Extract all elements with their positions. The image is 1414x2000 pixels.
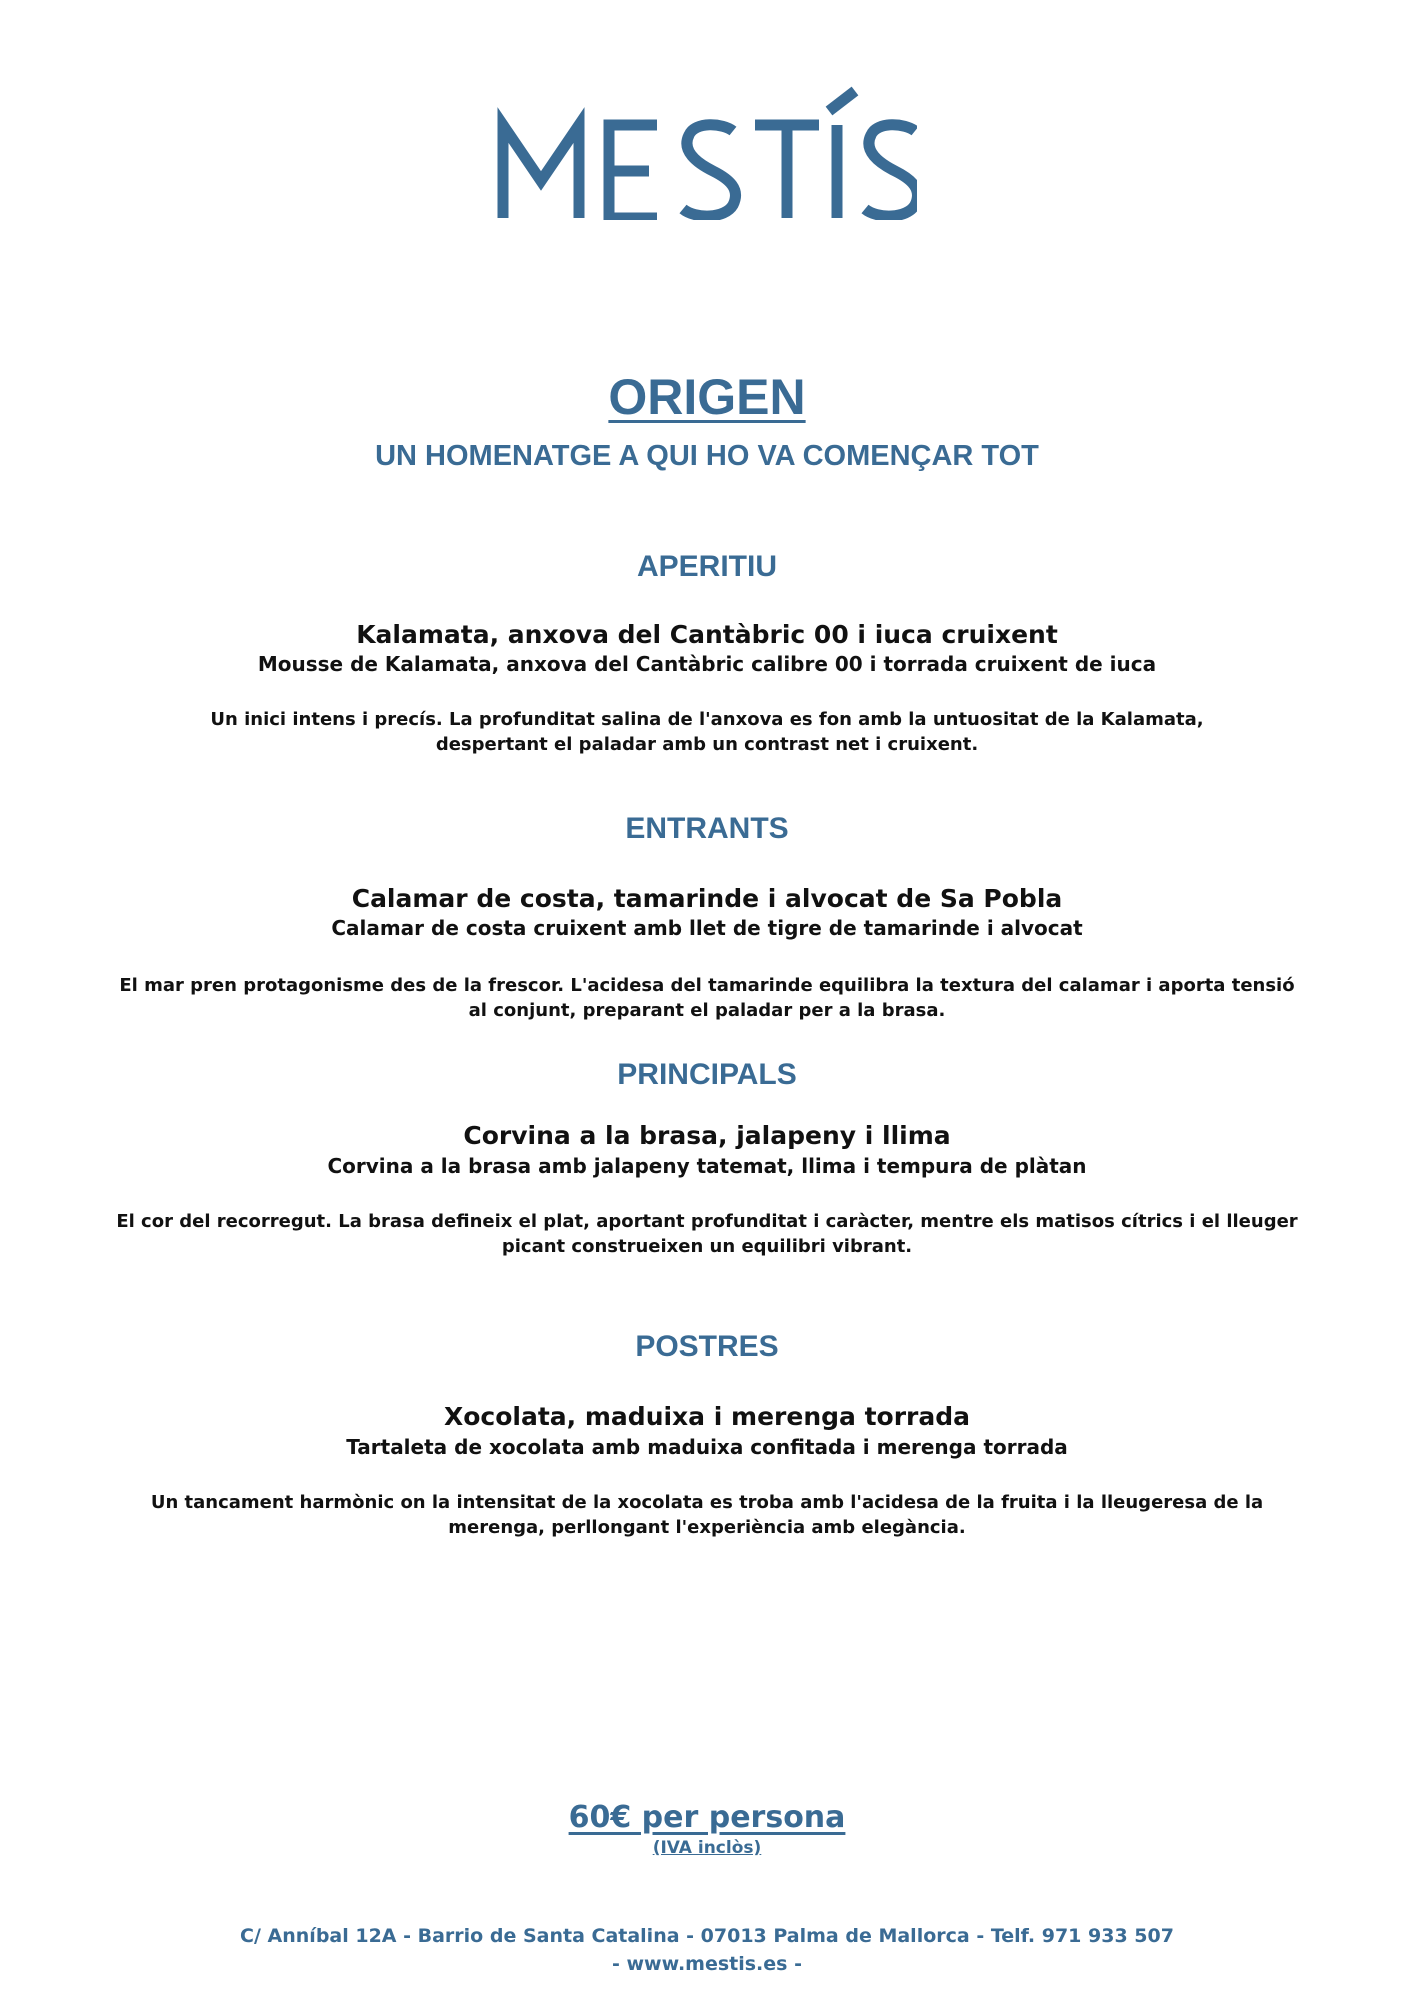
section-title: POSTRES	[635, 1330, 779, 1363]
dish-story-line: al conjunt, preparant el paladar per a la brasa.	[468, 1000, 946, 1021]
dish-description: Tartaleta de xocolata amb maduixa confitada i merenga torrada	[346, 1435, 1068, 1459]
dish-description: Mousse de Kalamata, anxova del Cantàbric calibre 00 i torrada cruixent de iuca	[257, 652, 1157, 676]
dish-story-line: El cor del recorregut. La brasa defineix el plat, aportant profunditat i caràcter, mentre els matisos cítrics i el lleuger	[116, 1211, 1298, 1232]
section-title: PRINCIPALS	[617, 1058, 797, 1091]
dish-story-line: picant construeixen un equilibri vibrant.	[501, 1236, 913, 1257]
dish-name: Calamar de costa, tamarinde i alvocat de Sa Pobla	[351, 884, 1063, 913]
dish-name: Corvina a la brasa, jalapeny i llima	[463, 1121, 951, 1150]
dish-story-line: Un inici intens i precís. La profunditat salina de l'anxova es fon amb la untuositat de la Kalamata,	[210, 709, 1204, 730]
dish-description: Corvina a la brasa amb jalapeny tatemat, llima i tempura de plàtan	[327, 1154, 1087, 1178]
section-title: ENTRANTS	[625, 812, 789, 845]
dish-story-line: merenga, perllongant l'experiència amb elegància.	[448, 1517, 966, 1538]
dish-name: Xocolata, maduixa i merenga torrada	[443, 1402, 971, 1431]
menu-subtitle: UN HOMENATGE A QUI HO VA COMENÇAR TOT	[375, 440, 1039, 472]
footer-website[interactable]: - www.mestis.es -	[612, 1953, 802, 1975]
dish-name: Kalamata, anxova del Cantàbric 00 i iuca cruixent	[356, 620, 1058, 649]
mestis-logo-icon	[497, 85, 917, 220]
menu-title: ORIGEN	[608, 369, 806, 425]
brand-logo	[0, 85, 1414, 220]
dish-story-line: despertant el paladar amb un contrast net i cruixent.	[435, 734, 979, 755]
vat-note: (IVA inclòs)	[652, 1838, 762, 1858]
price: 60€ per persona	[568, 1800, 846, 1835]
dish-description: Calamar de costa cruixent amb llet de tigre de tamarinde i alvocat	[331, 916, 1083, 940]
footer-address: C/ Anníbal 12A - Barrio de Santa Catalina - 07013 Palma de Mallorca - Telf. 971 933 507	[240, 1925, 1174, 1947]
dish-story-line: Un tancament harmònic on la intensitat de la xocolata es troba amb l'acidesa de la fruita i la lleugeresa de la	[150, 1492, 1264, 1513]
dish-story-line: El mar pren protagonisme des de la frescor. L'acidesa del tamarinde equilibra la textura del calamar i aporta tensió	[119, 975, 1295, 996]
section-title: APERITIU	[636, 550, 777, 583]
